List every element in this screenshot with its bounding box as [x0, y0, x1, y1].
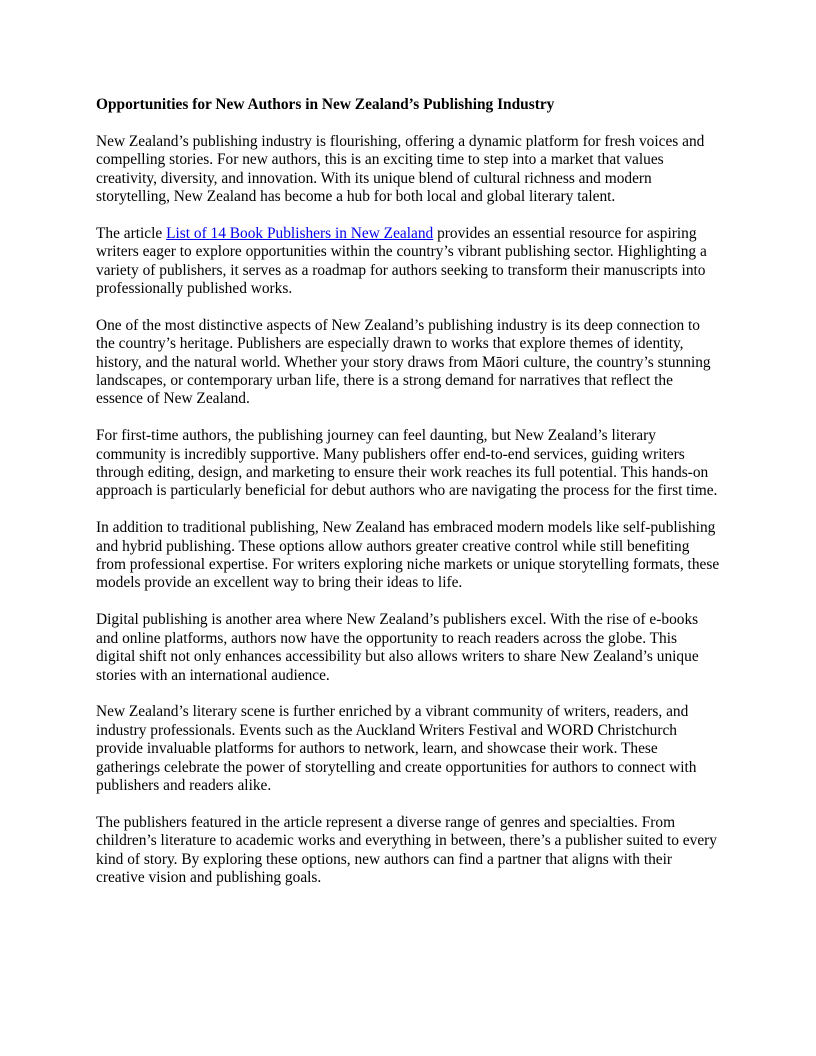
paragraph-text-after-link: provides an essential resource for aspiring writers eager to explore opportunities within the country’s vibrant publishing sector. Highlighting a variety of publishers, it serves as a roadmap for authors seeking to transform their manuscripts into professionally published works.	[96, 224, 707, 298]
paragraph-intro: New Zealand’s publishing industry is flourishing, offering a dynamic platform for fresh voices and compelling stories. For new authors, this is an exciting time to step into a market that values creativity, diversity, and innovation. With its unique blend of cultural richness and modern storytelling, New Zealand has become a hub for both local and global literary talent.	[96, 132, 705, 206]
paragraph-publishers-featured: The publishers featured in the article represent a diverse range of genres and specialties. From children’s literature to academic works and everything in between, there’s a publisher suited to every kind of story. By exploring these options, new authors can find a partner that aligns with their creative vision and publishing goals.	[96, 813, 717, 886]
paragraph-literary-scene: New Zealand’s literary scene is further enriched by a vibrant community of writers, readers, and industry professionals. Events such as the Auckland Writers Festival and WORD Christchurch provide invaluable platforms for authors to network, learn, and showcase their work. These gatherings celebrate the power of storytelling and create opportunities for authors to connect with publishers and readers alike.	[96, 703, 697, 794]
paragraph-article-reference	[96, 225, 720, 299]
paragraph-publishing-models: In addition to traditional publishing, New Zealand has embraced modern models like self-publishing and hybrid publishing. These options allow authors greater creative control while still benefiting from professional expertise. For writers exploring niche markets or unique storytelling formats, these models provide an excellent way to bring their ideas to life.	[96, 519, 720, 592]
paragraph-first-time-authors: For first-time authors, the publishing journey can feel daunting, but New Zealand’s literary community is incredibly supportive. Many publishers offer end-to-end services, guiding writers through editing, design, and marketing to ensure their work reaches its full potential. This hands-on approach is particularly beneficial for debut authors who are navigating the process for the first time.	[96, 427, 718, 500]
document-title: Opportunities for New Authors in New Zealand’s Publishing Industry	[96, 96, 555, 113]
document-page	[96, 96, 720, 906]
paragraph-digital-publishing: Digital publishing is another area where New Zealand’s publishers excel. With the rise of e-books and online platforms, authors now have the opportunity to reach readers across the globe. This digital shift not only enhances accessibility but also allows writers to share New Zealand’s unique stories with an international audience.	[96, 611, 699, 684]
paragraph-heritage: One of the most distinctive aspects of New Zealand’s publishing industry is its deep connection to the country’s heritage. Publishers are especially drawn to works that explore themes of identity, history, and the natural world. Whether your story draws from Māori culture, the country’s stunning landscapes, or contemporary urban life, there is a strong demand for narratives that reflect the essence of New Zealand.	[96, 316, 711, 408]
publishers-list-link[interactable]: List of 14 Book Publishers in New Zealand	[166, 224, 434, 242]
paragraph-text-before-link: The article	[96, 224, 167, 242]
